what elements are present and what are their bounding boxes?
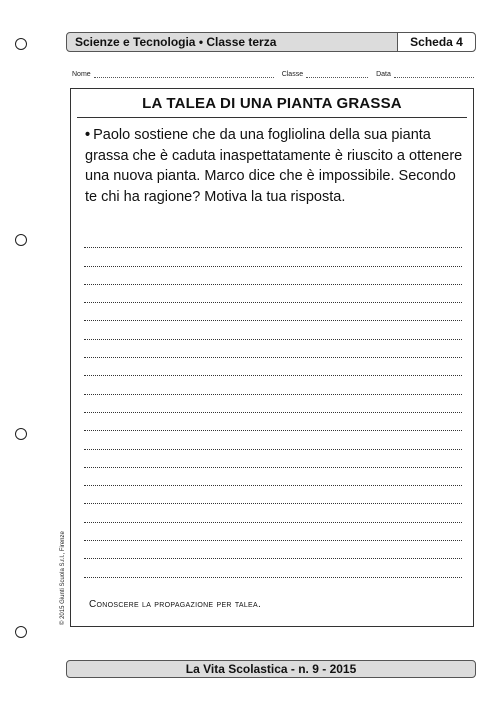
name-blank[interactable] xyxy=(94,70,274,78)
answer-line[interactable] xyxy=(84,376,462,394)
binder-hole xyxy=(15,234,27,246)
binder-hole xyxy=(15,428,27,440)
copyright-notice: © 2015 Giunti Scuola S.r.l., Firenze xyxy=(60,531,66,625)
question-text xyxy=(85,125,465,207)
answer-line[interactable] xyxy=(84,486,462,504)
learning-objective: Conoscere la propagazione per talea. xyxy=(89,599,262,610)
subject-label: Scienze e Tecnologia • Classe terza xyxy=(75,35,277,49)
sheet-number: Scheda 4 xyxy=(397,33,475,51)
answer-line[interactable] xyxy=(84,285,462,303)
worksheet-title: LA TALEA DI UNA PIANTA GRASSA xyxy=(142,95,402,112)
student-info-line xyxy=(72,66,472,78)
answer-line[interactable] xyxy=(84,248,462,266)
title-divider xyxy=(77,117,467,118)
footer-bar: La Vita Scolastica - n. 9 - 2015 xyxy=(66,660,476,678)
answer-lines[interactable] xyxy=(84,230,462,578)
date-blank[interactable] xyxy=(394,70,474,78)
answer-line[interactable] xyxy=(84,450,462,468)
binder-hole xyxy=(15,38,27,50)
answer-line[interactable] xyxy=(84,468,462,486)
answer-line[interactable] xyxy=(84,541,462,559)
bullet-icon: • xyxy=(85,127,91,143)
answer-line[interactable] xyxy=(84,321,462,339)
binder-hole xyxy=(15,626,27,638)
name-field[interactable] xyxy=(72,70,274,78)
answer-line[interactable] xyxy=(84,395,462,413)
class-blank[interactable] xyxy=(306,70,368,78)
answer-line[interactable] xyxy=(84,230,462,248)
class-label: Classe xyxy=(281,71,304,78)
name-label: Nome xyxy=(72,71,91,78)
answer-line[interactable] xyxy=(84,431,462,449)
answer-line[interactable] xyxy=(84,523,462,541)
answer-line[interactable] xyxy=(84,303,462,321)
answer-line[interactable] xyxy=(84,358,462,376)
question-body: Paolo sostiene che da una fogliolina della sua pianta grassa che è caduta inaspettatamente è riuscito a ottenere una nuova pianta. Marco dice che è impossibile. Secondo te chi ha ragione? Motiva la tua risposta. xyxy=(85,127,463,205)
answer-line[interactable] xyxy=(84,559,462,577)
class-field[interactable] xyxy=(282,70,368,78)
answer-line[interactable] xyxy=(84,267,462,285)
answer-line[interactable] xyxy=(84,413,462,431)
header-bar xyxy=(66,32,476,52)
answer-line[interactable] xyxy=(84,340,462,358)
date-label: Data xyxy=(376,71,391,78)
answer-line[interactable] xyxy=(84,504,462,522)
worksheet-box xyxy=(70,88,474,627)
date-field[interactable] xyxy=(376,70,474,78)
